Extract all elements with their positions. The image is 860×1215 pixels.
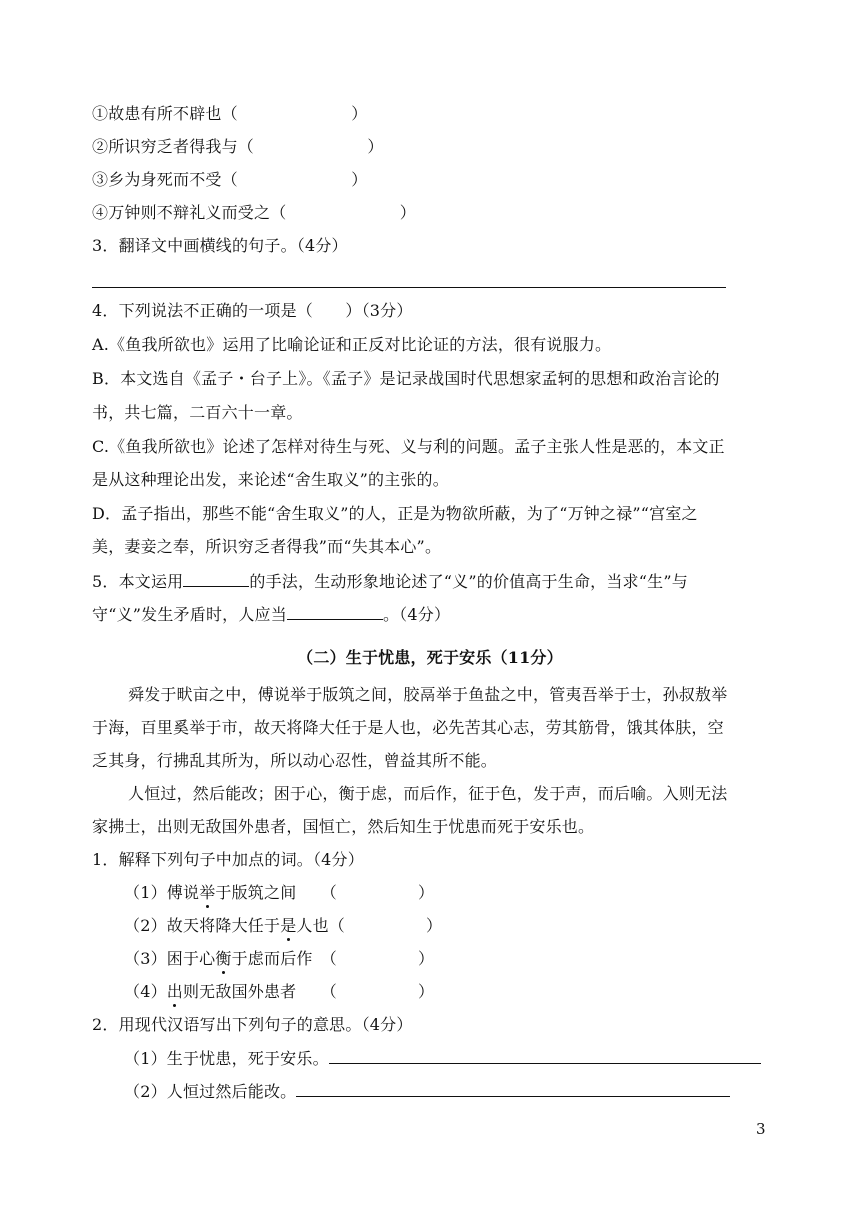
s2-q1-item-3 <box>124 948 434 970</box>
s2-q2-stem: 2．用现代汉语写出下列句子的意思。（4分） <box>92 1015 413 1034</box>
q2-item-1: ①故患有所不辟也（ ） <box>92 104 368 123</box>
q5-line1 <box>92 570 688 593</box>
q2-item-2: ②所识穷乏者得我与（ ） <box>92 137 384 156</box>
q4-option-b-line1: B．本文选自《孟子・台子上》。《孟子》是记录战国时代思想家孟轲的思想和政治言论的 <box>92 369 720 388</box>
dotted-word: 衡 <box>215 949 232 968</box>
passage-p1-line2: 于海，百里奚举于市，故天将降大任于是人也，必先苦其心志，劳其筋骨，饿其体肤，空 <box>92 718 724 737</box>
s2-q1-item-2-post: 人也（ ） <box>296 916 443 935</box>
q2-item-3: ③乡为身死而不受（ ） <box>92 170 368 189</box>
q4-option-b-line2: 书，共七篇，二百六十一章。 <box>92 403 303 422</box>
q5-part1: 5．本文运用 <box>92 572 184 591</box>
q3-answer-line[interactable] <box>92 287 726 288</box>
q4-option-c-line2: 是从这种理论出发，来论述“舍生取义”的主张的。 <box>92 470 449 489</box>
q2-item-4: ④万钟则不辩礼义而受之（ ） <box>92 203 417 222</box>
q5-part2: 的手法，生动形象地论述了“义”的价值高于生命，当求“生”与 <box>249 572 688 591</box>
q5-line2b: 。（4分） <box>382 605 451 624</box>
q4-option-a: A.《鱼我所欲也》运用了比喻论证和正反对比论证的方法，很有说服力。 <box>92 335 612 354</box>
s2-q1-stem: 1．解释下列句子中加点的词。（4分） <box>92 850 364 869</box>
q5-blank-2[interactable] <box>287 603 383 620</box>
s2-q2-answer-line-2[interactable] <box>296 1080 730 1097</box>
s2-q1-item-3-post: 于虑而后作 （ ） <box>231 949 435 968</box>
s2-q2-item-2 <box>124 1080 730 1103</box>
s2-q2-item-2-text: （2）人恒过然后能改。 <box>124 1082 297 1101</box>
q4-option-c-line1: C.《鱼我所欲也》论述了怎样对待生与死、义与利的问题。孟子主张人性是恶的，本文正 <box>92 437 725 456</box>
passage-p1-line3: 乏其身，行拂乱其所为，所以动心忍性，曾益其所不能。 <box>92 751 498 770</box>
q5-line2 <box>92 603 450 626</box>
q5-blank-1[interactable] <box>183 570 249 587</box>
s2-q1-item-4-pre: （4） <box>124 982 167 1001</box>
s2-q2-item-1-text: （1）生于忧患，死于安乐。 <box>124 1049 329 1068</box>
q3-stem: 3．翻译文中画横线的句子。（4分） <box>92 236 348 255</box>
passage-p2-line1: 人恒过，然后能改；困于心，衡于虑，而后作，征于色，发于声，而后喻。入则无法 <box>128 784 728 803</box>
dotted-word: 是 <box>280 916 297 935</box>
section-2-title: （二）生于忧患，死于安乐（11分） <box>297 648 563 667</box>
s2-q2-answer-line-1[interactable] <box>329 1047 761 1064</box>
s2-q1-item-4 <box>124 981 434 1003</box>
q4-option-d-line2: 美，妻妾之奉，所识穷乏者得我”而“失其本心”。 <box>92 537 442 556</box>
page-number: 3 <box>756 1120 766 1138</box>
s2-q2-item-1 <box>124 1047 761 1070</box>
passage-p1-line1: 舜发于畎亩之中，傅说举于版筑之间，胶鬲举于鱼盐之中，管夷吾举于士，孙叔敖举 <box>128 685 728 704</box>
dotted-word: 举 <box>199 883 216 902</box>
s2-q1-item-1-post: 于版筑之间 （ ） <box>215 883 435 902</box>
q5-line2a: 守“义”发生矛盾时，人应当 <box>92 605 287 624</box>
s2-q1-item-1 <box>124 882 434 904</box>
s2-q1-item-3-pre: （3）困于心 <box>124 949 216 968</box>
s2-q1-item-2 <box>124 915 442 937</box>
dotted-word: 出 <box>166 982 183 1001</box>
s2-q1-item-4-post: 则无敌国外患者 （ ） <box>182 982 435 1001</box>
s2-q1-item-1-pre: （1）傅说 <box>124 883 200 902</box>
q4-stem: 4．下列说法不正确的一项是（ ）（3分） <box>92 301 413 320</box>
s2-q1-item-2-pre: （2）故天将降大任于 <box>124 916 281 935</box>
passage-p2-line2: 家拂士，出则无敌国外患者，国恒亡，然后知生于忧患而死于安乐也。 <box>92 817 595 836</box>
q4-option-d-line1: D．孟子指出，那些不能“舍生取义”的人，正是为物欲所蔽，为了“万钟之禄”“宫室之 <box>92 504 698 523</box>
